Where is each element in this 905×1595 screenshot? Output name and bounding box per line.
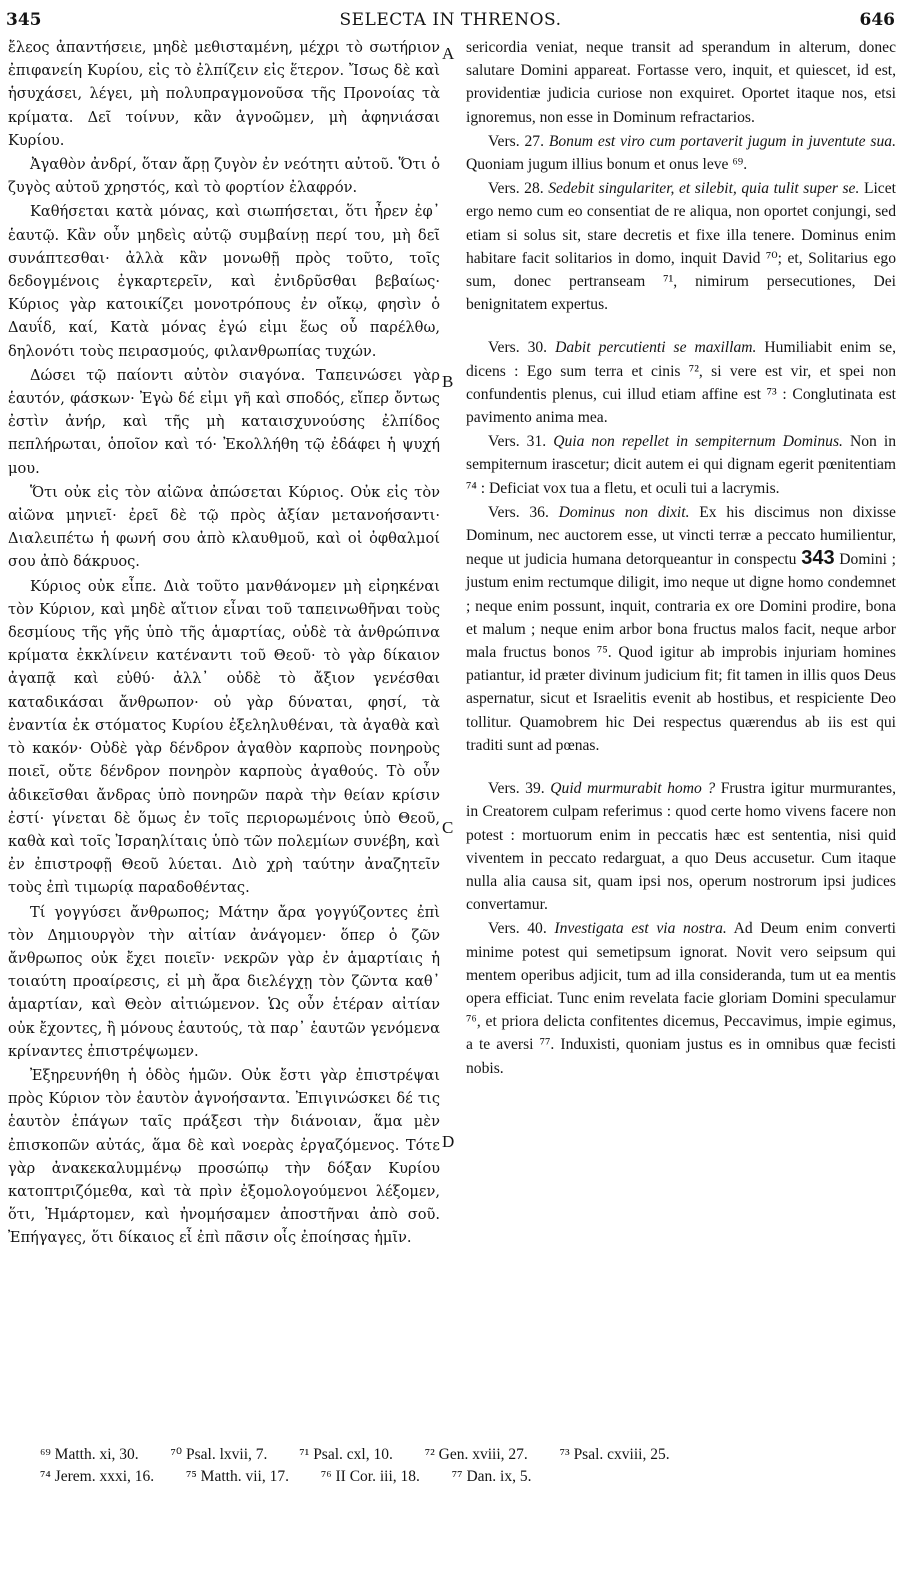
verse-text: Frustra igitur murmurantes, in Creatorem culpam referimus : quod certe homo vivens facere non potest : mortuorum enim in peccatis hæc est sententia, nisi quid viventem in peccato redarguat, a quo Deus accusetur. Cum itaque nulla alia causa sit, quam ipsi nos, operum nostrorum ipsi judices convertamur. bbox=[466, 780, 897, 914]
running-title: SELECTA IN THRENOS. bbox=[339, 10, 562, 30]
greek-paragraph: Ἀγαθὸν ἀνδρί, ὅταν ἄρῃ ζυγὸν ἐν νεότητι αὐτοῦ. Ὅτι ὁ ζυγὸς αὐτοῦ χρηστός, καὶ τὸ φορτίον ἐλαφρόν. bbox=[8, 156, 440, 197]
verse-39 bbox=[466, 777, 896, 916]
footnote-line bbox=[40, 1444, 895, 1466]
margin-letter-d: D bbox=[442, 1132, 455, 1151]
footnote: ⁷⁷ Dan. ix, 5. bbox=[451, 1468, 532, 1485]
verse-28 bbox=[466, 177, 896, 316]
latin-paragraph: sericordia veniat, neque transit ad sperandum in alterum, donec salutare Domini appareat. Fortasse vero, inquit, et quiescet, id est, providentiæ judicia curiose non exquiret. Oportet itaque nos, etsi ignoremus, non esse in Dominum refractarios. bbox=[466, 39, 896, 126]
running-header bbox=[6, 4, 895, 34]
greek-column bbox=[8, 36, 440, 1251]
latin-column bbox=[466, 36, 896, 1081]
greek-paragraph: ἔλεος ἀπαντήσειε, μηδὲ μεθισταμένη, μέχρι τὸ σωτήριον ἐπιφανείη Κυρίου, εἰς τὸ ἐλπίζειν εἰς ἕτερον. Ἴσως δὲ καὶ ἡσυχάσει, λέγει, μὴ πολυπραγμονοῦσα τῆς Προνοίας τὰ κρίματα. Δεῖ τοίνυν, κἂν ἀγνοῶμεν, μὴ ἀφηνιάσαι Κυρίου. bbox=[8, 39, 440, 149]
verse-lemma: Dominus non dixit. bbox=[558, 503, 690, 521]
footnote: ⁷⁰ Psal. lxvii, 7. bbox=[170, 1446, 268, 1463]
verse-text: Ad Deum enim converti minime potest qui semetipsum ignorat. Novit vero seipsum qui mentem operibus adjicit, tum ad illa consideranda, tum ut ea mentis opera efficiat. Tunc enim revelata facie gloriam Domini speculamur ⁷⁶, et priora delicta confitentes dicemus, Peccavimus, impie egimus, a te aversi ⁷⁷. Induxisti, quoniam justus es in omnibus quæ fecisti nobis. bbox=[466, 920, 896, 1077]
verse-40 bbox=[466, 917, 896, 1079]
verse-lemma: Quia non repellet in sempiternum Dominus. bbox=[553, 433, 843, 451]
verse-head: Vers. 27. bbox=[488, 132, 544, 150]
verse-lemma: Quid murmurabit homo ? bbox=[550, 780, 716, 798]
footnote-line bbox=[40, 1466, 895, 1488]
greek-paragraph: Κύριος οὐκ εἶπε. Διὰ τοῦτο μανθάνομεν μὴ εἰρηκέναι τὸν Κύριον, καὶ μηδὲ αἴτιον εἶναι τοῦ ταπεινωθῆναι τοὺς δεσμίους τῆς γῆς ὑπὸ τῆς ἁμαρτίας, οὐδὲ τὰ ἀνθρώπινα κρίματα ἐκκλίνειν κατέναντι τοῦ Θεοῦ· τὸ γὰρ δίκαιον ἀγαπᾷ καὶ εὐθύ· ἀλλ᾽ οὐδὲ τὸ ἄξιον γενέσθαι καταδικάσαι ἄνθρωπον· οὐ γὰρ δύναται, φησί, τὰ ἐναντία ἐκ στόματος Κυρίου ἐξεληλυθέναι, τὰ ἀγαθὰ καὶ τὸ κακόν· Οὐδὲ γὰρ δένδρον ἀγαθὸν καρποὺς πονηροὺς ποιεῖ, οὔτε δένδρον πονηρὸν καρποὺς ἀγαθούς. Τὸ οὖν ἀδικεῖσθαι ἄνδρας ὑπὸ πονηρῶν παρὰ τὴν θείαν κρίσιν ἐστί· γίνεται δὲ ὅμως ἐν τοῖς περιορωμένοις ὑπὸ Θεοῦ, καθὰ καὶ τοῖς Ἰσραηλίταις ὑπὸ τῶν πολεμίων συνέβη, καὶ ἐν ἐπιστροφῇ Θεοῦ λύεται. Διὸ χρὴ ταύτην ἀναζητεῖν τοὺς ἐπὶ τιμωρίᾳ παραδοθέντας. bbox=[8, 577, 440, 897]
verse-36 bbox=[466, 501, 896, 757]
greek-paragraph: Καθήσεται κατὰ μόνας, καὶ σιωπήσεται, ὅτι ἦρεν ἐφ᾽ ἑαυτῷ. Κἂν οὖν μηδεὶς αὐτῷ συμβαίνῃ περί του, μὴ δεῖ συνάπτεσθαι· ἀλλὰ κἂν μονωθῇ πρὸς τοῦτο, τοῖς δεδογμένοις ἐγκαρτερεῖν, καὶ ἐνιδρῦσθαι βεβαίως· Κύριος γὰρ κατοικίζει μονοτρόπους ἐν οἴκῳ, φησὶν ὁ Δαυΐδ, καί, Κατὰ μόνας ἐγώ εἰμι ἕως οὗ παρέλθω, δηλονότι τοὺς πειρασμούς, φιλανθρωπίας τυχών. bbox=[8, 203, 440, 360]
verse-text: Licet ergo nemo cum eo consentiat de re aliqua, non oportet conjungi, sed etiam si solus sit, stare decretis et fixe illa tenere. Dominus enim habitare facit solitarios in domo, inquit David ⁷⁰; et, Solitarius ego sum, donec pertranseam ⁷¹, nimirum persecutiones, Dei benignitatem expertus. bbox=[466, 180, 896, 314]
verse-head: Vers. 28. bbox=[488, 180, 544, 198]
verse-lemma: Bonum est viro cum portaverit jugum in juventute sua. bbox=[548, 132, 896, 150]
greek-paragraph: Δώσει τῷ παίοντι αὐτὸν σιαγόνα. Ταπεινώσει γὰρ ἑαυτόν, φάσκων· Ἐγὼ δέ εἰμι γῆ καὶ σποδός, εἴπερ ὄντως ἐστὶν ἀνήρ, καὶ τῆς μὴ καταισχυνούσης ἐλπίδος πεπλήρωται, ὁποῖον καὶ τό· Ἐκολλήθη τῷ ἐδάφει ἡ ψυχή μου. bbox=[8, 366, 440, 477]
footnote: ⁷⁶ II Cor. iii, 18. bbox=[320, 1468, 420, 1485]
footnotes bbox=[40, 1444, 895, 1488]
verse-27 bbox=[466, 130, 896, 176]
verse-head: Vers. 39. bbox=[488, 780, 545, 798]
verse-text: Domini ; justum enim rectumque diligit, imo neque ut digne homo condemnet ; neque enim possunt, inquit, contraria ex ore Domini prodire, bona et malum ; neque enim arbor bona fructus malos facit, neque arbor mala fructus bonos ⁷⁵. Quod igitur ab improbis injuriam homines patiantur, id præter divinum judicium fit; fit tamen in illis quos Deus aspernatur, sicut et Israelitis evenit ab hostibus, et respiciente Deo tollitur. Quamobrem hic Dei respectus quærendus ab iis est qui traditi sunt ad pœnas. bbox=[466, 551, 896, 754]
verse-lemma: Sedebit singulariter, et silebit, quia tulit super se. bbox=[548, 180, 860, 198]
footnote: ⁷³ Psal. cxviii, 25. bbox=[559, 1446, 670, 1463]
footnote: ⁷⁴ Jerem. xxxi, 16. bbox=[40, 1468, 155, 1485]
margin-letter-c: C bbox=[442, 818, 454, 837]
verse-text: Ex his discimus non dixisse Dominum, nec auctorem esse, ut vincti terræ a peccato humilientur, neque ut judicia humana detorqueantur in conspectu bbox=[466, 503, 896, 569]
verse-head: Vers. 36. bbox=[488, 503, 549, 521]
verse-30 bbox=[466, 336, 896, 429]
verse-head: Vers. 30. bbox=[488, 339, 548, 357]
footnote: ⁷⁵ Matth. vii, 17. bbox=[186, 1468, 289, 1485]
greek-paragraph: Ὅτι οὐκ εἰς τὸν αἰῶνα ἀπώσεται Κύριος. Οὐκ εἰς τὸν αἰῶνα μηνιεῖ· ἐρεῖ δὲ τῷ πρὸς ἀξίαν μετανοήσαντι· Διαλειπέτω ἡ φωνή σου ἀπὸ κλαυθμοῦ, καὶ οἱ ὀφθαλμοί σου ἀπὸ δάκρυος. bbox=[8, 483, 440, 571]
verse-text: Humiliabit enim se, dicens : Ego sum terra et cinis ⁷², si vere est vir, et spei non confundentis plenus, cui illud etiam affine est ⁷³ : Conglutinata est pavimento anima mea. bbox=[466, 339, 896, 427]
verse-head: Vers. 40. bbox=[488, 920, 547, 938]
page-number-right: 646 bbox=[859, 10, 895, 30]
greek-paragraph: Τί γογγύσει ἄνθρωπος; Μάτην ἄρα γογγύζοντες ἐπὶ τὸν Δημιουργὸν τὴν αἰτίαν ἀνάγομεν· ὅπερ ὁ ζῶν ἄνθρωπος οὐκ ἔχει ποιεῖν· νεκρῶν γὰρ ἐν ἁμαρτίαις ἡ τοιαύτη προαίρεσις, εἰ μὴ ἄρα διελέγχῃ τὸν ζῶντα καθ᾽ ἁμαρτίαν, καὶ Θεὸν αἰτιώμενον. Ὡς οὖν ἑτέραν αἰτίαν οὐκ ἔχοντες, ἢ μόνους ἑαυτούς, τὰ παρ᾽ ἑαυτῶν γενόμενα κρίναντες ἐπιστρέψωμεν. bbox=[8, 903, 440, 1060]
verse-text: Non in sempiternum irascetur; dicit autem ei qui dignam egerit pœnitentiam ⁷⁴ : Deficiat vox tua a fletu, et oculi tui a lacrymis. bbox=[466, 433, 896, 497]
margin-letter-a: A bbox=[442, 44, 455, 63]
verse-head: Vers. 31. bbox=[488, 433, 547, 451]
footnote: ⁷¹ Psal. cxl, 10. bbox=[299, 1446, 393, 1463]
column-number: 343 bbox=[801, 547, 835, 570]
greek-paragraph: Ἐξηρευνήθη ἡ ὁδὸς ἡμῶν. Οὐκ ἔστι γὰρ ἐπιστρέψαι πρὸς Κύριον τὸν ἑαυτὸν ἀγνοήσαντα. Ἐπιγινώσκει δέ τις ἑαυτὸν ἐπάγων ταῖς πράξεσι τὴν διάνοιαν, ἅμα μὲν ἐπισκοπῶν αὐτάς, ἅμα δὲ καὶ νοερὰς ἐργαζόμενος. Τότε γὰρ ἀνακεκαλυμμένῳ προσώπῳ τὴν δόξαν Κυρίου κατοπτριζόμεθα, καὶ τὰ πρὶν ἐξομολογούμενοι λέξομεν, ὅτι, Ἡμάρτομεν, καὶ ἠνομήσαμεν ἀποστῆναι ἀπὸ σοῦ. Ἐπήγαγες, ὅτι δίκαιος εἶ ἐπὶ πᾶσιν οἷς ἐποίησας ἡμῖν. bbox=[8, 1066, 440, 1247]
page-number-left: 345 bbox=[6, 10, 42, 30]
verse-lemma: Dabit percutienti se maxillam. bbox=[555, 339, 757, 357]
verse-lemma: Investigata est via nostra. bbox=[554, 920, 727, 938]
footnote: ⁶⁹ Matth. xi, 30. bbox=[40, 1446, 139, 1463]
verse-31 bbox=[466, 430, 896, 500]
verse-text: Quoniam jugum illius bonum et onus leve ⁶⁹. bbox=[466, 156, 748, 174]
footnote: ⁷² Gen. xviii, 27. bbox=[424, 1446, 528, 1463]
margin-letter-b: B bbox=[442, 372, 454, 391]
